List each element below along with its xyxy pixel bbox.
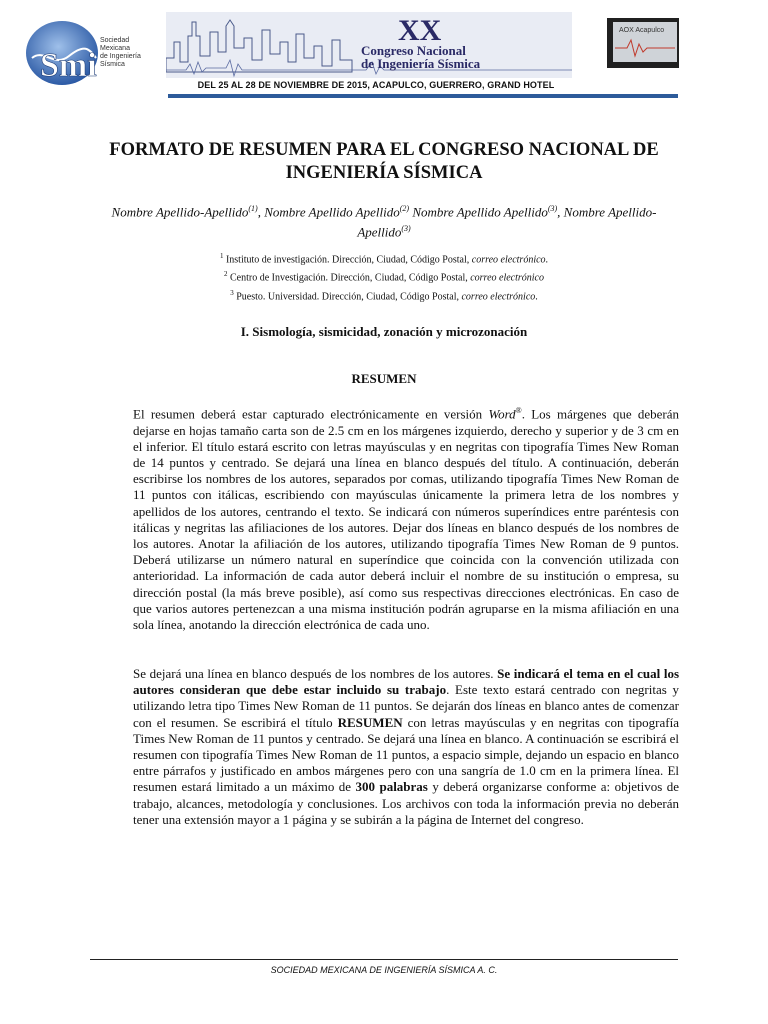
affiliation-text: Puesto. Universidad. Dirección, Ciudad, Código Postal, [233, 290, 462, 302]
logo-letters: Smi [40, 47, 97, 84]
author-sup: (3) [547, 204, 558, 213]
paragraph-2 [133, 666, 679, 828]
congress-dates: DEL 25 AL 28 DE NOVIEMBRE DE 2015, ACAPULCO, GUERRERO, GRAND HOTEL [197, 80, 555, 90]
affiliation-text: Centro de Investigación. Dirección, Ciudad, Código Postal, [227, 272, 471, 284]
affiliations [100, 249, 668, 304]
author-name: Nombre Apellido Apellido [412, 204, 548, 220]
word-italic: Word [488, 406, 516, 422]
p2-bold-f: 300 palabras [355, 779, 428, 795]
author-list [100, 200, 668, 241]
affiliation-end: . [535, 290, 538, 302]
header-rule [168, 94, 678, 98]
affiliation-sup: 1 [219, 252, 224, 260]
page-footer: SOCIEDAD MEXICANA DE INGENIERÍA SÍSMICA A. C. [270, 965, 498, 975]
p2-text-c: . Este texto estará centrado con negritas y utilizando letra tipo Times New Roman de 11 puntos. Se dejarán dos líneas en blanco antes de comenzar con el resumen. Se escribirá el título [133, 682, 679, 730]
p1-text-a: El resumen deberá estar capturado electrónicamente en versión [133, 406, 489, 422]
p2-bold-b: Se indicará el tema en el cual los autores consideran que debe estar incluido su trabajo [133, 666, 680, 698]
seismograph-photo [607, 18, 679, 68]
logo-text-2: Mexicana [100, 45, 130, 52]
affiliation-email: correo electrónico [470, 272, 544, 284]
author-name: Nombre Apellido-Apellido [357, 204, 657, 240]
resumen-heading: RESUMEN [351, 371, 417, 386]
banner-line1: Congreso Nacional [361, 43, 466, 58]
affiliation-sup: 3 [230, 288, 234, 297]
affiliation-text: Instituto de investigación. Dirección, Ciudad, Código Postal, [223, 254, 472, 266]
affiliation-email: correo electrónico [461, 290, 536, 302]
congress-banner [166, 12, 572, 78]
author-name: Nombre Apellido Apellido [264, 204, 400, 220]
author-sup: (1) [248, 204, 258, 213]
p2-text-g: y deberá organizarse conforme a: objetivos de trabajo, alcances, metodología y conclusiones. Los archivos con toda la información previa no deberán tener una extensión mayor a 1 página y se subirán a la página de Internet del congreso. [133, 779, 679, 827]
affiliation-email: correo electrónico [471, 254, 546, 266]
author-sep: , [257, 204, 265, 220]
logo-text-1: Sociedad [100, 37, 130, 44]
author-sep: , [557, 204, 564, 220]
affiliation-line [100, 249, 668, 267]
affiliation-line [100, 267, 668, 285]
registered-mark: ® [515, 406, 522, 415]
document-title: FORMATO DE RESUMEN PARA EL CONGRESO NACIONAL DE INGENIERÍA SÍSMICA [109, 140, 659, 183]
banner-number: XX [398, 14, 442, 47]
logo-text-3: de Ingeniería [100, 53, 141, 60]
footer-rule [90, 959, 678, 960]
author-name: Nombre Apellido-Apellido [111, 204, 249, 220]
photo-label: AOX Acapulco [619, 27, 665, 34]
logo-text-4: Sísmica [100, 61, 125, 68]
paragraph-1 [133, 403, 679, 633]
page-header [0, 0, 768, 100]
smis-logo [24, 18, 164, 88]
author-sup: (3) [401, 224, 411, 234]
p2-text-e: con letras mayúsculas y en negritas con tipografía Times New Roman de 11 puntos y centrado. Se dejará una línea en blanco. A continuación se escribirá el resumen con tipografía Times New Roman de 11 puntos, a espacio simple, dejando un espacio en blanco entre párrafos y justificado en ambos márgenes pero con una sangría de 1.0 cm en la primera línea. El resumen estará limitado a un máximo de [133, 714, 679, 795]
topic-heading: I. Sismología, sismicidad, zonación y microzonación [240, 324, 528, 339]
affiliation-sup: 2 [223, 270, 228, 279]
p1-text-b: . Los márgenes que deberán dejarse en hojas tamaño carta son de 2.5 cm en los márgenes izquierdo, derecho y superior y de 3 cm en el inferior. El título estará escrito con letras mayúsculas y en negritas con tipografía Times New Roman de 14 puntos y centrado. Se dejará una línea en blanco después del título. A continuación, deberán escribirse los nombres de los autores, separados por comas, utilizando tipografía Times New Roman de 11 puntos con itálicas, escribiendo con mayúsculas únicamente la primera letra de los nombres y apellidos de los autores, centrando el texto. Se indicará con números superíndices entre paréntesis con itálicas y negritas las afiliaciones de los autores. Dejar dos líneas en blanco después de los nombres de los autores. Anotar la afiliación de los autores, utilizando tipografía Times New Roman de 9 puntos. Deberá utilizarse un número natural en superíndice que coincida con la convención utilizada con anterioridad. La información de cada autor deberá incluir el nombre de su institución o empresa, su dirección postal (la más breve posible), así como sus respectivas direcciones electrónicas. En caso de que varios autores pertenezcan a una misma institución podrán agruparse en la misma afiliación en una sola línea, anotando la dirección electrónica de cada uno. [133, 406, 680, 632]
author-sup: (2) [399, 204, 410, 213]
affiliation-end: . [545, 254, 549, 266]
affiliation-line [100, 286, 668, 304]
banner-line2: de Ingeniería Sísmica [361, 56, 481, 71]
p2-bold-d: RESUMEN [337, 714, 403, 730]
p2-text-a: Se dejará una línea en blanco después de los nombres de los autores. [133, 666, 498, 681]
